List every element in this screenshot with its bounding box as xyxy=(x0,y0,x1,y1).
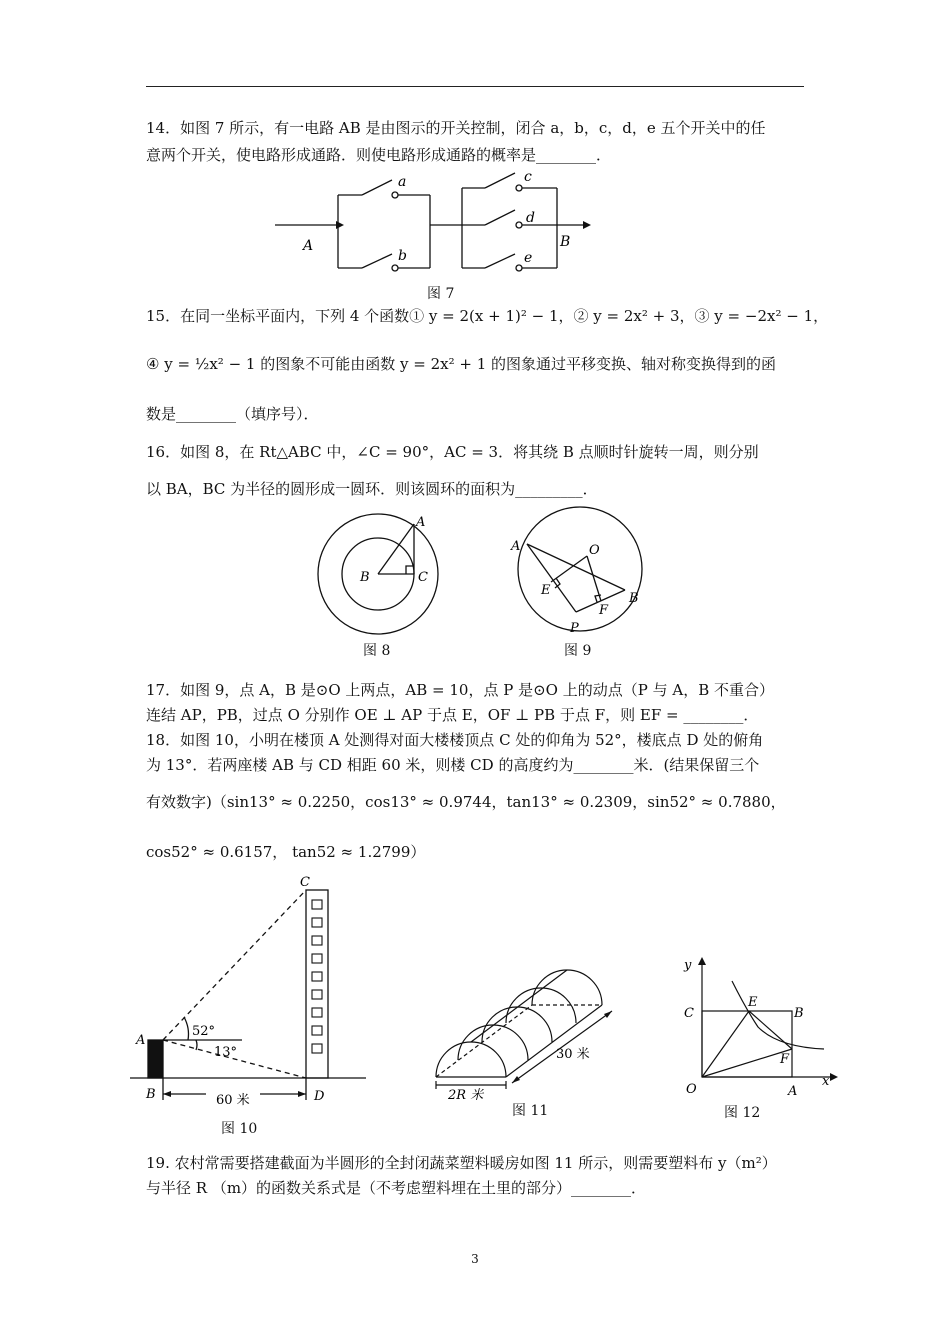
fig12-label-F: F xyxy=(780,1052,790,1067)
figure-12-coordinate xyxy=(672,955,837,1100)
fig10-label-C: C xyxy=(300,875,310,890)
fig9-label-P: P xyxy=(570,621,579,636)
figure-7-circuit xyxy=(270,168,600,278)
figure-11-greenhouse xyxy=(428,965,633,1105)
fig11-length: 30 米 xyxy=(556,1047,590,1062)
q19-line1: 19. 农村常需要搭建截面为半圆形的全封闭蔬菜塑料暖房如图 11 所示，则需要塑料布 y（m²） xyxy=(146,1154,777,1172)
q15-line3: 数是________（填序号）． xyxy=(146,405,319,423)
fig9-caption: 图 9 xyxy=(564,643,592,659)
q16-line1: 16．如图 8，在 Rt△ABC 中，∠C = 90°，AC = 3．将其绕 B 点顺时针旋转一周，则分别 xyxy=(146,443,759,461)
fig8-label-B: B xyxy=(360,570,370,585)
q17-line1: 17．如图 9，点 A，B 是⊙O 上两点，AB = 10，点 P 是⊙O 上的动点（P 与 A，B 不重合） xyxy=(146,681,774,699)
q18-line2: 为 13°．若两座楼 AB 与 CD 相距 60 米，则楼 CD 的高度约为________米．(结果保留三个 xyxy=(146,756,760,774)
q15-line1: 15．在同一坐标平面内，下列 4 个函数① y = 2(x + 1)² − 1，② y = 2x² + 3，③ y = −2x² − 1， xyxy=(146,307,829,325)
figure-9-circle xyxy=(505,500,655,640)
fig12-label-y: y xyxy=(684,958,692,973)
fig12-label-A: A xyxy=(788,1084,798,1099)
fig11-caption: 图 11 xyxy=(512,1103,549,1119)
figure-10-buildings xyxy=(128,872,373,1112)
q18-line1: 18．如图 10，小明在楼顶 A 处测得对面大楼楼顶点 C 处的仰角为 52°，楼底点 D 处的俯角 xyxy=(146,731,764,749)
fig10-angle-13: 13° xyxy=(214,1045,238,1060)
fig8-label-C: C xyxy=(418,570,428,585)
fig12-label-x: x xyxy=(822,1074,830,1089)
fig7-label-c: c xyxy=(524,169,532,185)
fig7-label-A: A xyxy=(303,238,314,254)
q16-line2: 以 BA，BC 为半径的圆形成一圆环．则该圆环的面积为_________． xyxy=(146,480,598,498)
fig10-label-A: A xyxy=(136,1033,146,1048)
fig12-label-E: E xyxy=(748,995,758,1010)
fig12-caption: 图 12 xyxy=(724,1105,761,1121)
fig10-label-B: B xyxy=(146,1087,156,1102)
fig7-label-b: b xyxy=(398,248,407,264)
fig7-label-B: B xyxy=(560,234,571,250)
fig10-angle-52: 52° xyxy=(192,1024,216,1039)
q19-line2: 与半径 R （m）的函数关系式是（不考虑塑料埋在土里的部分）________． xyxy=(146,1179,647,1197)
fig7-label-a: a xyxy=(398,174,407,190)
fig10-distance: 60 米 xyxy=(216,1093,250,1108)
fig8-label-A: A xyxy=(416,515,426,530)
fig9-label-A: A xyxy=(511,539,521,554)
fig9-label-B: B xyxy=(629,591,639,606)
fig7-caption: 图 7 xyxy=(427,286,455,302)
q18-line4: cos52° ≈ 0.6157， tan52 ≈ 1.2799） xyxy=(146,843,426,861)
fig8-caption: 图 8 xyxy=(363,643,391,659)
fig12-label-O: O xyxy=(686,1082,697,1097)
q15-line2: ④ y = ½x² − 1 的图象不可能由函数 y = 2x² + 1 的图象通过平移变换、轴对称变换得到的函 xyxy=(146,355,777,373)
fig12-label-B: B xyxy=(794,1006,804,1021)
fig12-label-C: C xyxy=(684,1006,694,1021)
fig10-caption: 图 10 xyxy=(221,1121,258,1137)
fig7-label-d: d xyxy=(526,210,535,226)
q14-line1: 14．如图 7 所示，有一电路 AB 是由图示的开关控制，闭合 a，b，c，d，e 五个开关中的任 xyxy=(146,119,766,137)
q17-line2: 连结 AP，PB，过点 O 分别作 OE ⊥ AP 于点 E，OF ⊥ PB 于点 F，则 EF = ________． xyxy=(146,706,759,724)
fig7-label-e: e xyxy=(524,250,533,266)
fig11-width: 2R 米 xyxy=(448,1088,484,1103)
fig9-label-E: E xyxy=(541,583,551,598)
fig9-label-F: F xyxy=(599,603,609,618)
header-rule xyxy=(146,86,804,87)
q14-line2: 意两个开关，使电路形成通路．则使电路形成通路的概率是________． xyxy=(146,146,612,164)
page-number: 3 xyxy=(471,1252,479,1266)
fig10-label-D: D xyxy=(314,1089,325,1104)
q18-line3: 有效数字)（sin13° ≈ 0.2250，cos13° ≈ 0.9744，tan13° ≈ 0.2309，sin52° ≈ 0.7880， xyxy=(146,793,786,811)
fig9-label-O: O xyxy=(589,543,600,558)
figure-8-annulus xyxy=(318,510,438,635)
